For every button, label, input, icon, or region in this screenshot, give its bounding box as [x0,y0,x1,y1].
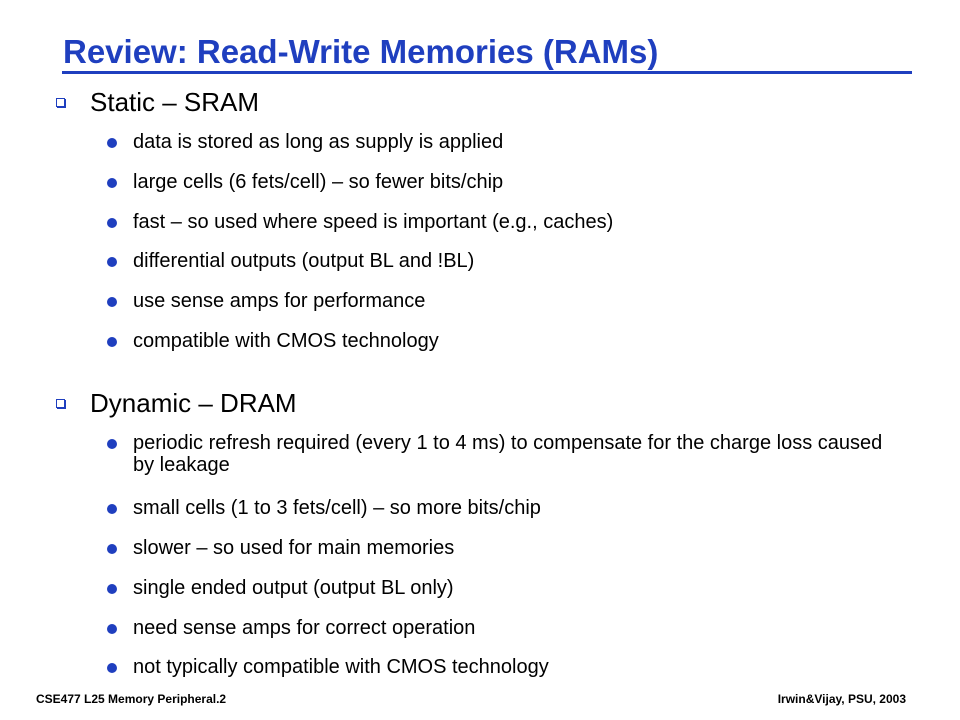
list-item [107,250,907,272]
round-bullet-icon [107,624,117,634]
list-item-text: single ended output (output BL only) [133,577,454,599]
round-bullet-icon [107,337,117,347]
section-heading-sram [56,84,259,120]
list-item-text: large cells (6 fets/cell) – so fewer bits/chip [133,171,504,193]
list-item [107,330,907,352]
list-item-text: fast – so used where speed is important (e.g., caches) [133,211,614,233]
list-item [107,171,907,193]
round-bullet-icon [107,257,117,267]
list-item [107,131,907,153]
round-bullet-icon [107,544,117,554]
round-bullet-icon [107,297,117,307]
list-item [107,656,907,678]
list-item-text: slower – so used for main memories [133,537,455,559]
list-item [107,290,907,312]
round-bullet-icon [107,138,117,148]
list-item [107,537,907,559]
section-heading-text: Static – SRAM [90,86,260,117]
section-heading-dram [56,385,297,421]
round-bullet-icon [107,218,117,228]
list-item-text: compatible with CMOS technology [133,330,439,352]
title-underline [62,71,912,74]
list-item [107,577,907,599]
list-item [107,617,907,639]
list-item-text: not typically compatible with CMOS technology [133,656,549,678]
list-item-text: use sense amps for performance [133,290,426,312]
slide-title: Review: Read-Write Memories (RAMs) [63,33,659,70]
list-item [107,432,907,476]
round-bullet-icon [107,178,117,188]
list-item-text: need sense amps for correct operation [133,617,476,639]
footer-course-label: CSE477 L25 Memory Peripheral.2 [36,692,227,706]
list-item-text: periodic refresh required (every 1 to 4 ms) to compensate for the charge loss caused by leakage [133,432,883,476]
footer-credit: Irwin&Vijay, PSU, 2003 [777,692,906,706]
round-bullet-icon [107,663,117,673]
hollow-square-bullet-icon [56,399,65,408]
list-item [107,211,907,233]
section-heading-text: Dynamic – DRAM [90,387,297,418]
round-bullet-icon [107,584,117,594]
list-item-text: small cells (1 to 3 fets/cell) – so more bits/chip [133,497,541,519]
round-bullet-icon [107,439,117,449]
list-item-text: differential outputs (output BL and !BL) [133,250,475,272]
hollow-square-bullet-icon [56,98,65,107]
list-item-text: data is stored as long as supply is applied [133,131,504,153]
list-item [107,497,907,519]
round-bullet-icon [107,504,117,514]
